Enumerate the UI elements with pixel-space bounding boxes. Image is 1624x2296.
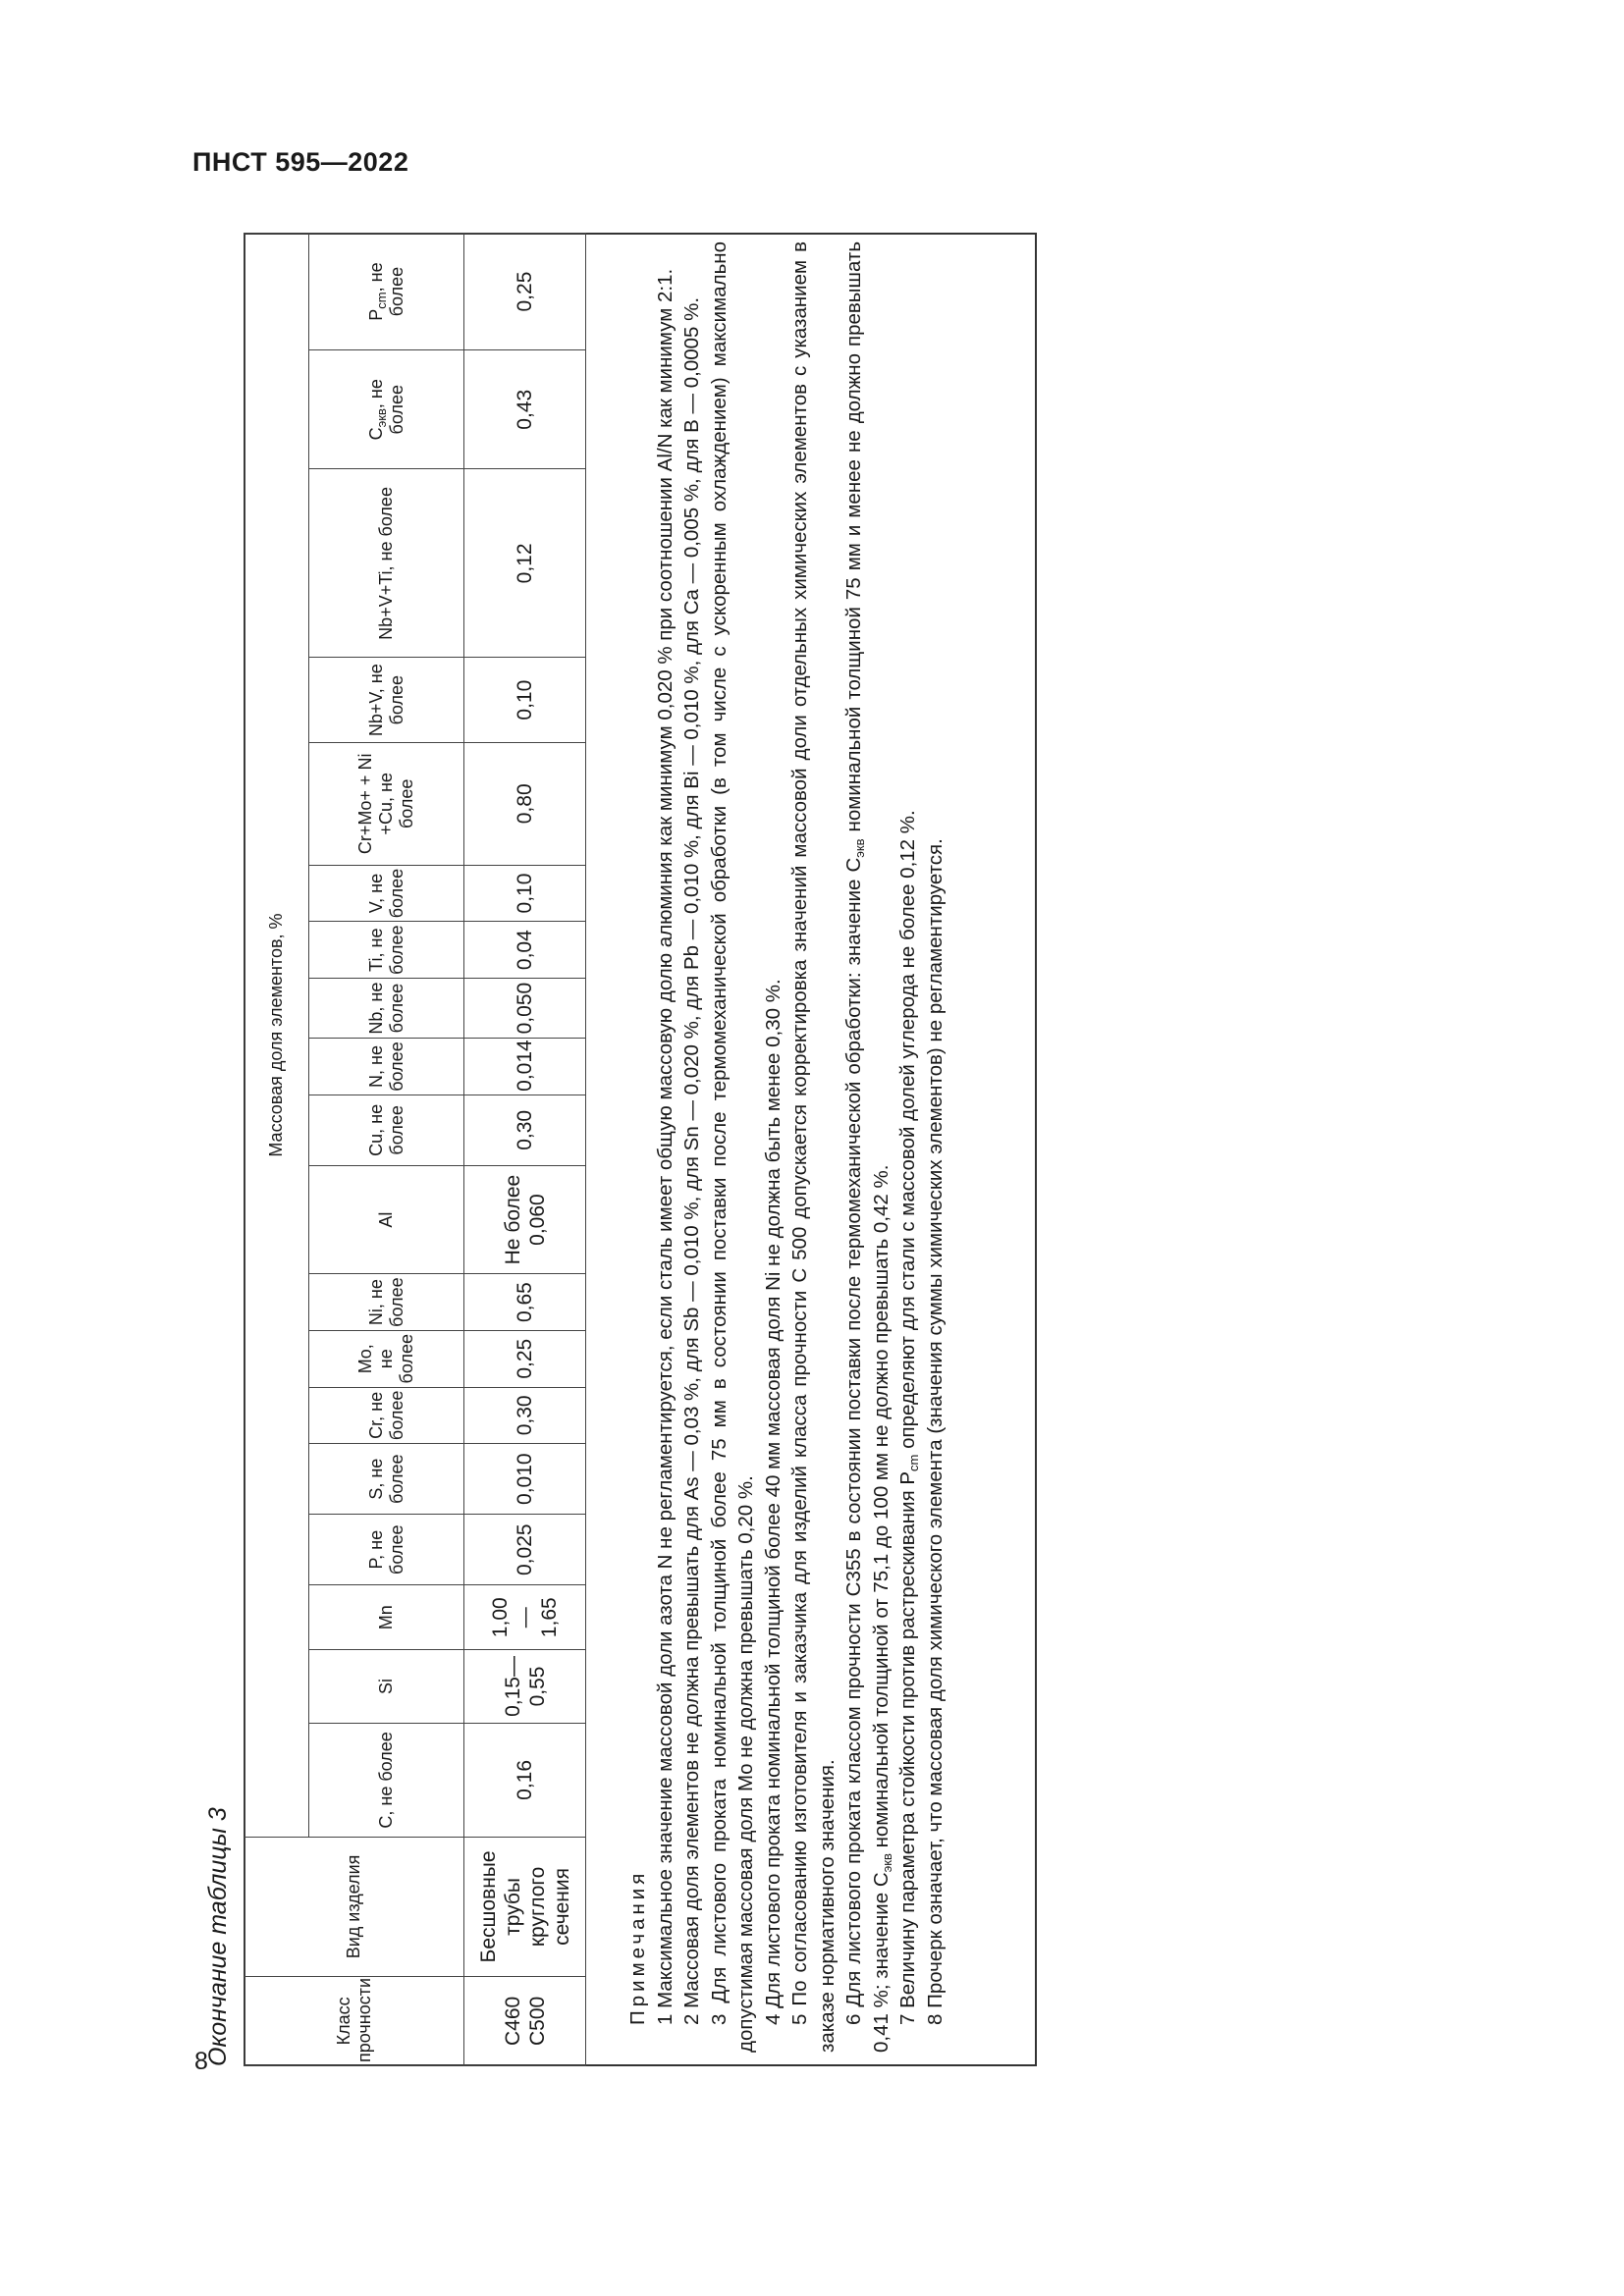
header-vid: Вид изделия (244, 1838, 464, 1977)
header-s: S, не более (309, 1444, 464, 1515)
cell-nb-v: 0,10 (464, 658, 586, 742)
cell-p: 0,025 (464, 1515, 586, 1585)
header-nb-v-ti: Nb+V+Ti, не более (309, 469, 464, 658)
header-nb-v: Nb+V, не более (309, 658, 464, 742)
note-2: 2 Массовая доля элементов не должна превышать для As — 0,03 %, для Sb — 0,010 %, для Sn — 0,020 %, для Pb — 0,010 %, для Bi — 0,010 %, для Ca — 0,005 %, для B — 0,0005 %. (680, 296, 703, 2025)
table-notes (624, 241, 948, 2053)
note-8: 8 Прочерк означает, что массовая доля химического элемента (значения суммы химических элементов) не регламентируется. (923, 838, 947, 2025)
note-7: 7 Величину параметра стойкости против растрескивания $P_{cm}$ определяют для стали с массовой долей углерода не более 0,12 %. (896, 810, 921, 2025)
cell-ti: 0,04 (464, 922, 586, 979)
header-c-ekv: $C_{экв}$, не более (309, 350, 464, 469)
header-v: V, не более (309, 865, 464, 922)
header-ti: Ti, не более (309, 922, 464, 979)
cell-mn: 1,00— 1,65 (464, 1585, 586, 1650)
notes-title: Примечания (626, 1869, 649, 2025)
note-4: 4 Для листового проката номинальной толщиной более 40 мм массовая доля Ni не должна быть менее 0,30 %. (761, 979, 785, 2025)
cell-mo: 0,25 (464, 1330, 586, 1387)
cell-ni: 0,65 (464, 1274, 586, 1331)
cell-cr: 0,30 (464, 1387, 586, 1444)
document-code: ПНСТ 595—2022 (192, 147, 409, 177)
header-cr-mo-ni-cu: Cr+Mo+ + Ni +Cu, не более (309, 742, 464, 865)
header-p: P, не более (309, 1515, 464, 1585)
cell-cu: 0,30 (464, 1095, 586, 1165)
header-p-cm: $P_{cm}$, не более (309, 234, 464, 350)
cell-c-ekv: 0,43 (464, 350, 586, 469)
cell-cr-mo-ni-cu: 0,80 (464, 742, 586, 865)
note-3: 3 Для листового проката номинальной толщиной более 75 мм в состоянии поставки после термомеханической обработки (в том числе с ускоренным охлаждением) максимально допустимая массовая доля Mo не должна превышать 0,20 %. (707, 241, 757, 2053)
header-ni: Ni, не более (309, 1274, 464, 1331)
header-cu: Cu, не более (309, 1095, 464, 1165)
header-al: Al (309, 1165, 464, 1273)
cell-vid: Бесшовные трубы круглого сечения (464, 1838, 586, 1977)
table-row (464, 234, 586, 2066)
page-number: 8 (194, 2048, 208, 2075)
cell-si: 0,15— 0,55 (464, 1650, 586, 1723)
cell-v: 0,10 (464, 865, 586, 922)
header-c: C, не более (309, 1723, 464, 1837)
header-si: Si (309, 1650, 464, 1723)
note-1: 1 Максимальное значение массовой доли азота N не регламентируется, если сталь имеет общую массовую долю алюминия как минимум 0,020 % при соотношении Al/N как минимум 2:1. (653, 268, 677, 2025)
cell-s: 0,010 (464, 1444, 586, 1515)
cell-klass: С460 С500 (464, 1976, 586, 2065)
cell-al: Не более 0,060 (464, 1165, 586, 1273)
rotated-table-block (204, 231, 1127, 2066)
header-klass: Класс прочности (244, 1976, 464, 2065)
header-mo: Mo, не более (309, 1330, 464, 1387)
table-caption: Окончание таблицы 3 (204, 1807, 232, 2066)
cell-nb-v-ti: 0,12 (464, 469, 586, 658)
cell-n: 0,014 (464, 1039, 586, 1095)
note-6: 6 Для листового проката классом прочности С355 в состоянии поставки после термомеханической обработки: значение $C_{экв}$ номинальной толщиной 75 мм и менее не должно превышать 0,41 %; значение $C_{экв}$ номинальной толщиной от 75,1 до 100 мм не должно превышать 0,42 %. (842, 241, 894, 2053)
cell-c: 0,16 (464, 1723, 586, 1837)
cell-p-cm: 0,25 (464, 234, 586, 350)
header-mn: Mn (309, 1585, 464, 1650)
cell-nb: 0,050 (464, 978, 586, 1038)
chemical-composition-table (244, 233, 586, 2066)
header-mass-fraction: Массовая доля элементов, % (244, 234, 309, 1838)
header-nb: Nb, не более (309, 978, 464, 1038)
header-cr: Cr, не более (309, 1387, 464, 1444)
note-5: 5 По согласованию изготовителя и заказчика для изделий класса прочности С 500 допускается корректировка значений массовой доли отдельных химических элементов с указанием в заказе нормативного значения. (788, 241, 839, 2053)
header-n: N, не более (309, 1039, 464, 1095)
